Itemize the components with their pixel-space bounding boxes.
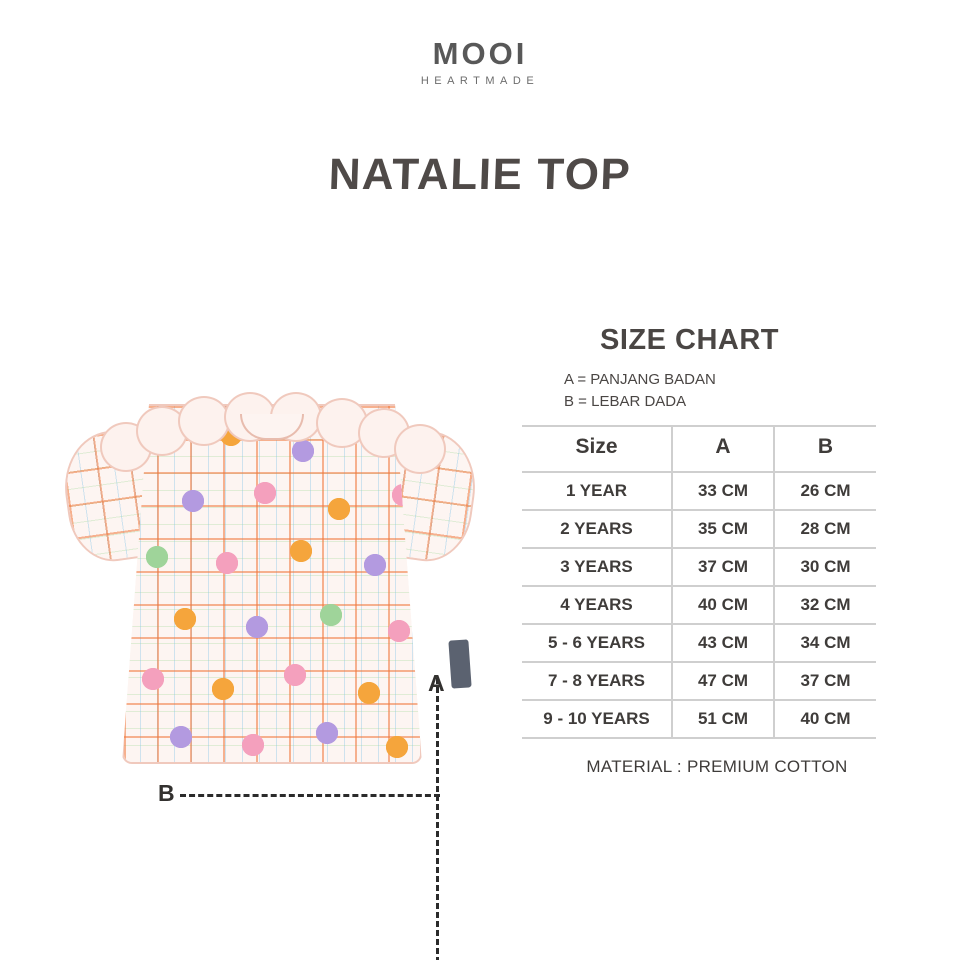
legend-b: B = LEBAR DADA bbox=[564, 392, 687, 410]
cell-a: 40 CM bbox=[672, 586, 774, 624]
column-header-a: A bbox=[672, 426, 774, 472]
material-note: MATERIAL : PREMIUM COTTON bbox=[586, 756, 848, 776]
size-chart bbox=[522, 324, 912, 777]
table-row bbox=[522, 624, 876, 662]
table-row bbox=[522, 586, 876, 624]
cell-b: 26 CM bbox=[774, 472, 876, 510]
cell-size: 9 - 10 YEARS bbox=[522, 700, 672, 738]
table-row bbox=[522, 700, 876, 738]
brand-tag bbox=[448, 639, 471, 688]
cell-a: 51 CM bbox=[672, 700, 774, 738]
cell-size: 2 YEARS bbox=[522, 510, 672, 548]
cell-b: 40 CM bbox=[774, 700, 876, 738]
cell-size: 4 YEARS bbox=[522, 586, 672, 624]
cell-a: 43 CM bbox=[672, 624, 774, 662]
cell-size: 3 YEARS bbox=[522, 548, 672, 586]
table-row bbox=[522, 662, 876, 700]
column-header-size: Size bbox=[522, 426, 672, 472]
measurement-label-b: B bbox=[158, 780, 175, 806]
shirt-graphic bbox=[60, 370, 480, 770]
table-row bbox=[522, 548, 876, 586]
table-row bbox=[522, 472, 876, 510]
legend-a: A = PANJANG BADAN bbox=[564, 371, 716, 388]
brand-name: MOOI bbox=[432, 36, 528, 71]
brand-tagline: HEARTMADE bbox=[420, 75, 540, 87]
brand-header bbox=[0, 38, 960, 87]
cell-b: 37 CM bbox=[774, 662, 876, 700]
page-title: NATALIE TOP bbox=[327, 150, 633, 199]
cell-size: 1 YEAR bbox=[522, 472, 672, 510]
cell-size: 7 - 8 YEARS bbox=[522, 662, 672, 700]
cell-b: 30 CM bbox=[774, 548, 876, 586]
cell-b: 28 CM bbox=[774, 510, 876, 548]
size-chart-title: SIZE CHART bbox=[600, 324, 779, 356]
cell-a: 35 CM bbox=[672, 510, 774, 548]
table-row bbox=[522, 510, 876, 548]
column-header-b: B bbox=[774, 426, 876, 472]
cell-a: 33 CM bbox=[672, 472, 774, 510]
table-header-row bbox=[522, 426, 876, 472]
size-table bbox=[522, 425, 876, 739]
measurement-label-a: A bbox=[428, 670, 445, 696]
cell-b: 34 CM bbox=[774, 624, 876, 662]
cell-b: 32 CM bbox=[774, 586, 876, 624]
measurement-legend bbox=[564, 369, 912, 413]
measurement-line-a bbox=[436, 678, 439, 960]
cell-size: 5 - 6 YEARS bbox=[522, 624, 672, 662]
cell-a: 37 CM bbox=[672, 548, 774, 586]
garment-illustration bbox=[40, 330, 510, 806]
cell-a: 47 CM bbox=[672, 662, 774, 700]
measurement-line-b bbox=[180, 794, 440, 797]
